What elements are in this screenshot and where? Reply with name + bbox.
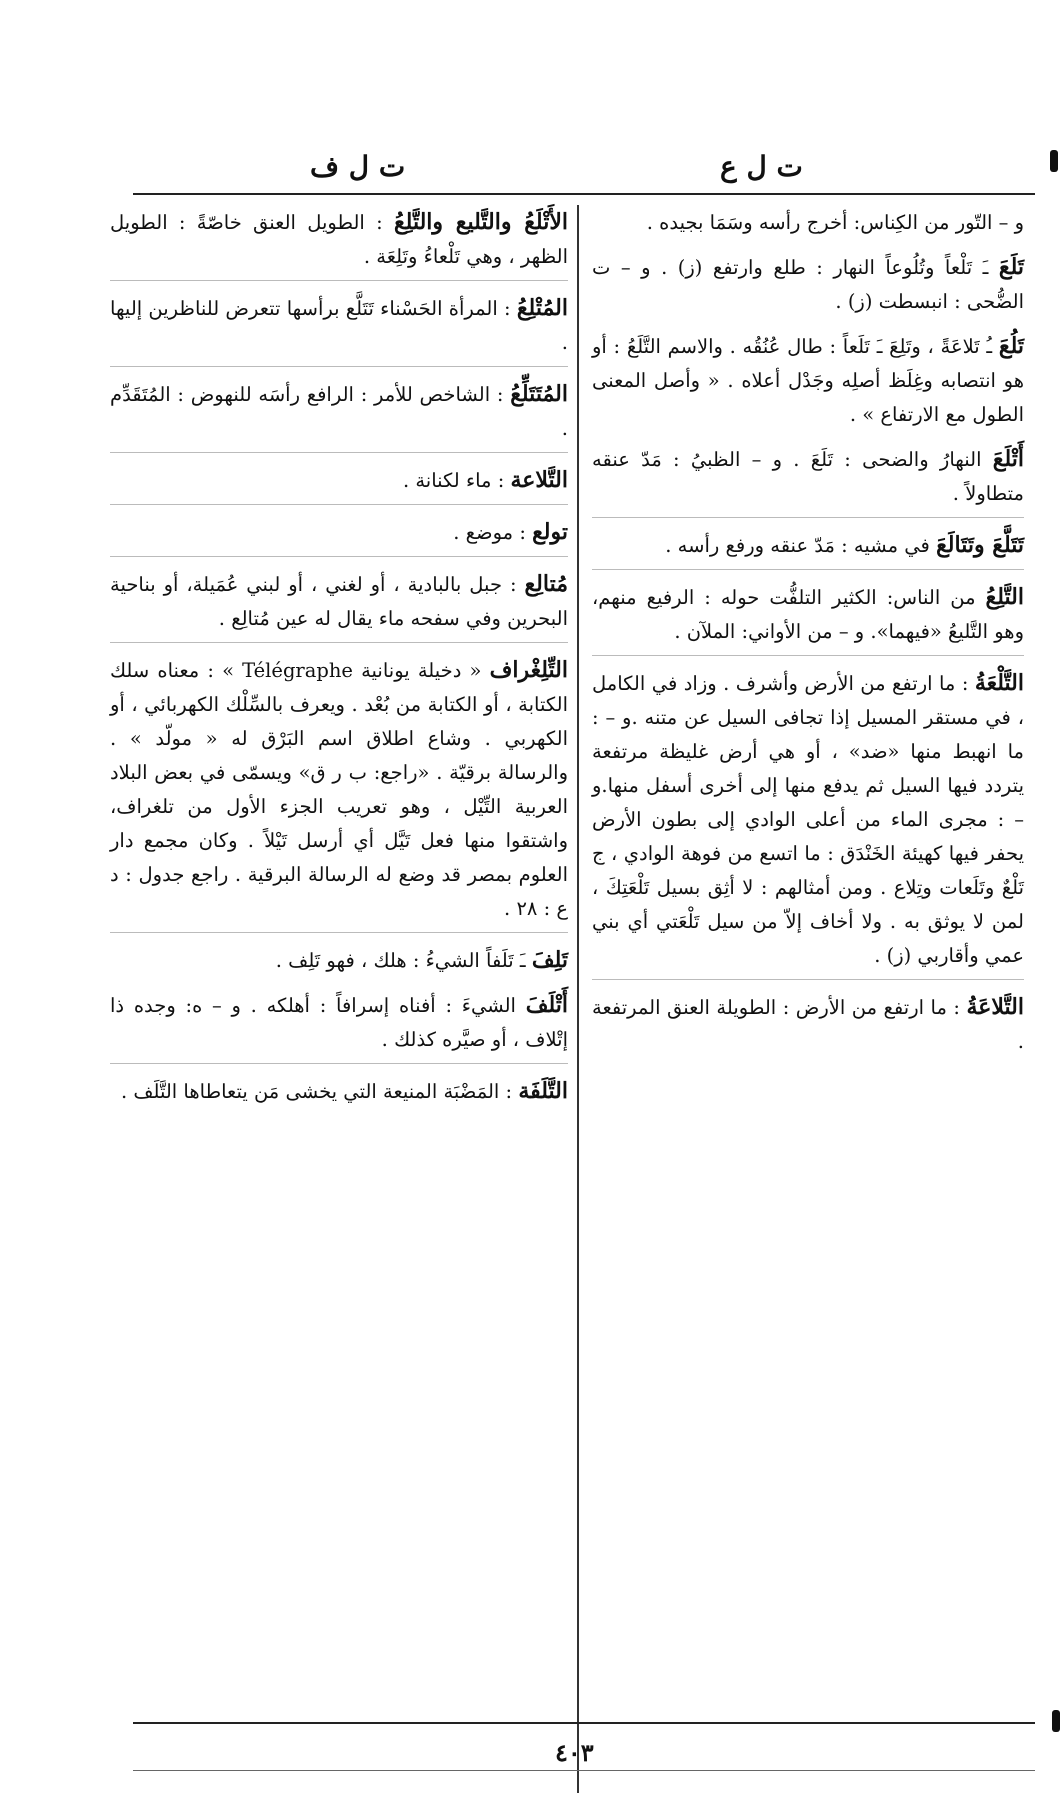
- entry-headword: التَّلاعَةُ: [966, 994, 1024, 1020]
- entry-headword: الأَتْلَعُ والتَّليع والتَّلِعُ: [393, 209, 568, 235]
- entry-headword: التَّلَفَة: [518, 1078, 568, 1104]
- entry: [110, 653, 568, 933]
- entry: [592, 250, 1024, 319]
- entry-text: الشيءَ : أفناه إسرافاً : أهلكه . و – ه: وجده ذا إتْلاف ، أو صيَّره كذلك .: [110, 994, 568, 1051]
- edge-mark: [1050, 150, 1058, 172]
- bottom-rule: [133, 1722, 1035, 1724]
- entry-text: : جبل بالبادية ، أو لغني ، أو لبني عُمَيلة، أو بناحية البحرين وفي سفحه ماء يقال له عين مُتالِع .: [110, 573, 568, 630]
- entry: [592, 990, 1024, 1059]
- entry: [110, 205, 568, 281]
- entry: [592, 329, 1024, 432]
- entry: [110, 377, 568, 453]
- entry: [110, 1074, 568, 1109]
- entry-headword: أَتْلَعَ: [992, 446, 1024, 472]
- entry-text: : الشاخص للأمر : الرافع رأسَه للنهوض : المُتَقَدِّم .: [110, 383, 568, 440]
- entry-text: : ماء لكنانة .: [402, 469, 505, 492]
- root-heading-right: ت ل ع: [720, 150, 803, 183]
- right-column: [592, 205, 1024, 1069]
- entry: [592, 666, 1024, 980]
- entry: [592, 205, 1024, 240]
- entry-text: من الناس: الكثير التلفُّت حوله : الرفيع منهم، وهو التَّليعُ «فيهما». و – من الأواني: الملآن .: [592, 586, 1024, 643]
- entry: [592, 528, 1024, 570]
- entry-text: النهارُ والضحى : تَلَعَ . و – الظبيُ : مَدّ عنقه متطاولاً .: [592, 448, 1024, 505]
- footer-rule: [133, 1770, 1035, 1771]
- entry-headword: التَّلاعة: [510, 467, 568, 493]
- page-number: ٤٠٣: [555, 1738, 594, 1767]
- entry-headword: تَلِفَ: [531, 947, 568, 973]
- entry-headword: تَلُعَ: [998, 333, 1025, 359]
- edge-mark: [1052, 1710, 1060, 1732]
- entry-headword: مُتالِع: [524, 571, 569, 597]
- entry-text: و – التّور من الكِناس: أخرج رأسه وسَمَا بجيده .: [646, 211, 1024, 234]
- entry-headword: التِّلِغْراف: [489, 657, 569, 683]
- entry: [110, 291, 568, 367]
- entry-text: : ما ارتفع من الأرض وأشرف . وزاد في الكامل ، في مستقر المسيل إذا تجافى السيل عن متنه .و – : ما انهبط منها «ضد» ، أو هي أرض غليظة مرتفعة يتردد فيها السيل ثم يدفع منها إلى أخرى أسفل منها.و – : مجرى الماء من أعلى الوادي إلى بطون الأرض يحفر فيها كهيئة الخَنْدَق : ما اتسع من فوهة الوادي ، ج تَلْعٌ وتَلَعات وتِلاع . ومن أمثالهم : لا أثِق بسيل تَلْعَتِكَ ، لمن لا يوثق به . ولا أخاف إلاّ من سيل تَلْعَتي أي بني عمي وأقاربي (ز) .: [592, 672, 1024, 967]
- entry-headword: تَتَلَّعَ وتَتَالَعَ: [936, 532, 1024, 558]
- entry-text: ـُ تَلاعَةً ، وتَلِعَ ـَ تَلَعاً : طال عُنُقُه . والاسم التَّلَعُ : أو هو انتصابه وغِلَظ أصلِه وجَدْل أعلاه . « وأصل المعنى الطول مع الارتفاع » .: [592, 335, 1024, 426]
- entry: [592, 580, 1024, 656]
- entry-text: : المَضْبَة المنيعة التي يخشى مَن يتعاطاها التَّلَف .: [120, 1080, 513, 1103]
- entry-text: : المرأة الحَسْناء تَتَلَّع برأسها تتعرض للناظرين إليها .: [110, 297, 568, 354]
- entry: [110, 463, 568, 505]
- entry-headword: تَلَعَ: [998, 254, 1024, 280]
- entry: [110, 567, 568, 643]
- entry-text: في مشيه : مَدّ عنقه ورفع رأسه .: [665, 534, 930, 557]
- column-divider: [577, 205, 579, 1793]
- entry-headword: التَّلْعَةُ: [974, 670, 1024, 696]
- entry-text: « دخيلة يونانية Télégraphe » : معناه سلك الكتابة ، أو الكتابة من بُعْد . ويعرف بالسِّلْك الكهربائي ، أو الكهربي . وشاع اطلاق اسم البَرْق له « مولّد » . والرسالة برقيّة . «راجع: ب ر ق» ويسمّى في بعض البلاد العربية التِّيْل ، وهو تعريب الجزء الأول من تلغراف، واشتقوا منها فعل تَيَّل أي أرسل تَيْلاً . وكان مجمع دار العلوم بمصر قد وضع له الرسالة البرقية . راجع جدول : د ع : ٢٨ .: [110, 659, 568, 920]
- entry-headword: تولع: [532, 519, 568, 545]
- entry-headword: المُتْلِعُ: [516, 295, 568, 321]
- entry: [110, 988, 568, 1064]
- entry: [110, 943, 568, 978]
- entry-text: ـَ تَلَفاً الشيءُ : هلك ، فهو تَلِف .: [275, 949, 526, 972]
- left-column: [110, 205, 568, 1119]
- entry-text: : ما ارتفع من الأرض : الطويلة العنق المرتفعة .: [592, 996, 1024, 1053]
- entry: [110, 515, 568, 557]
- entry-headword: أَتْلَفَ: [525, 992, 568, 1018]
- entry-text: : موضع .: [453, 521, 526, 544]
- entry-headword: المُتَتَلِّعُ: [510, 381, 568, 407]
- entry-text: : الطويل العنق خاصّةً : الطويل الظهر ، وهي تَلْعاءُ وتَلِعَة .: [110, 211, 568, 268]
- entry-text: ـَ تَلْعاً وتُلُوعاً النهار : طلع وارتفع (ز) . و – ت الضُّحى : انبسطت (ز) .: [592, 256, 1024, 313]
- entry-headword: التَّلِعُ: [985, 584, 1024, 610]
- top-rule: [133, 193, 1035, 195]
- entry: [592, 442, 1024, 518]
- root-heading-left: ت ل ف: [310, 150, 406, 183]
